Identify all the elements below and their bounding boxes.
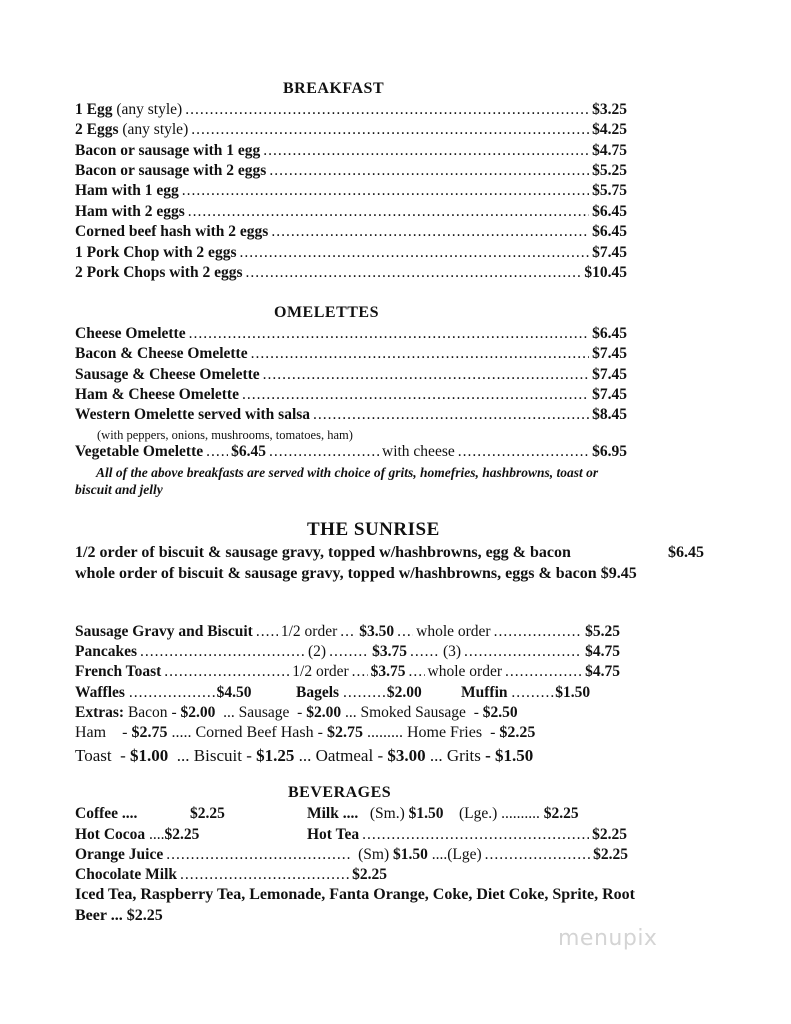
cocoa-price: $2.25 (164, 826, 200, 843)
item-price: $10.45 (584, 264, 627, 281)
with-cheese-label: with cheese (382, 443, 455, 460)
item-name: Sausage Gravy and Biscuit (75, 623, 253, 640)
smoked-price: $2.50 (482, 704, 518, 721)
oj-name: Orange Juice (75, 846, 164, 863)
ham-price: $2.75 (131, 724, 168, 741)
leader-dots (206, 443, 228, 461)
item-price: $7.45 (592, 345, 627, 362)
item-name: 1 Pork Chop with 2 eggs (75, 244, 237, 261)
whole-price: $4.75 (585, 663, 620, 680)
item-name: Ham with 2 eggs (75, 203, 185, 220)
leader-dots (166, 846, 351, 864)
waffles-price: $4.50 (216, 684, 252, 701)
leader-dots (329, 643, 369, 661)
leader-dots (410, 643, 440, 661)
sunrise-heading: THE SUNRISE (307, 519, 440, 540)
hot-tea-row (307, 826, 627, 846)
extras-row: Extras: Bacon - $2.00 ... Sausage - $2.00 ... Smoked Sausage - $2.50 (75, 704, 518, 721)
milk-lg-label: (Lge.) (459, 805, 498, 822)
item-price: $6.45 (231, 443, 266, 460)
half-label: 1/2 order (292, 663, 349, 680)
sausage-price: $2.00 (306, 704, 342, 721)
milk-row: Milk .... (Sm.) $1.50 (Lge.) .......... $2.25 (307, 805, 579, 822)
leader-dots: .................. (128, 684, 217, 701)
choc-milk-row (75, 866, 387, 886)
corned-price: $2.75 (326, 724, 363, 741)
bagels-row (296, 684, 422, 702)
leader-dots (362, 826, 589, 844)
leader-dots (189, 325, 590, 343)
coffee-row: Coffee .... (75, 805, 138, 822)
breakfast-note: All of the above breakfasts are served with choice of grits, homefries, hashbrowns, toast or (96, 465, 599, 480)
two-label: (2) (308, 643, 327, 660)
leader-dots (269, 162, 589, 180)
biscuit-price: $1.25 (256, 746, 295, 765)
leader-dots (246, 264, 582, 282)
choc-milk-price: $2.25 (352, 866, 387, 883)
menu-item (75, 406, 627, 426)
waffles-row (75, 684, 251, 702)
three-label: (3) (442, 643, 462, 660)
leader-dots (505, 663, 582, 681)
milk-name: Milk (307, 805, 339, 822)
item-name: Ham & Cheese Omelette (75, 386, 239, 403)
item-name: Bacon & Cheese Omelette (75, 345, 248, 362)
three-price: $4.75 (585, 643, 620, 660)
homefries-name: Home Fries (406, 724, 483, 741)
gravy-row (75, 623, 620, 643)
hot-tea-name: Hot Tea (307, 826, 360, 843)
item-name: 1 Egg (75, 101, 113, 118)
ham-name: Ham (75, 724, 107, 741)
breakfast-note-line2: biscuit and jelly (75, 482, 163, 497)
coffee-price: $2.25 (190, 805, 225, 822)
item-name: 2 Eggs (75, 121, 119, 138)
corned-name: Corned Beef Hash (195, 724, 314, 741)
leader-dots (458, 443, 589, 461)
western-detail: (with peppers, onions, mushrooms, tomatoes, ham) (97, 428, 353, 442)
leader-dots (263, 366, 589, 384)
ham-row: Ham - $2.75 ..... Corned Beef Hash - $2.75 ......... Home Fries - $2.25 (75, 724, 536, 741)
menu-item (75, 325, 627, 345)
menu-item-vegetable (75, 443, 627, 463)
pancakes-row (75, 643, 620, 663)
menu-item (75, 182, 627, 202)
menu-item (75, 386, 627, 406)
menu-item (75, 203, 627, 223)
half-label: 1/2 order (280, 623, 338, 640)
leader-dots (464, 643, 582, 661)
menu-item (75, 244, 627, 264)
item-price: $7.45 (592, 386, 627, 403)
extras-label: Extras: (75, 704, 125, 721)
sodas-line2: Beer ... $2.25 (75, 907, 163, 924)
item-name: Vegetable Omelette (75, 443, 204, 460)
leader-dots (409, 663, 425, 681)
item-price: $4.25 (592, 121, 627, 138)
choc-milk-name: Chocolate Milk (75, 866, 178, 883)
leader-dots (352, 663, 368, 681)
breakfast-heading: BREAKFAST (283, 80, 385, 97)
muffin-price: $1.50 (555, 684, 591, 701)
item-name: French Toast (75, 663, 162, 680)
coffee-name: Coffee (75, 805, 119, 822)
menu-item (75, 264, 627, 284)
sunrise-half (75, 544, 571, 562)
item-name: Sausage & Cheese Omelette (75, 366, 260, 383)
menu-item (75, 101, 627, 121)
menupix-watermark: menupix (558, 926, 658, 951)
menu-item (75, 345, 627, 365)
muffin-name: Muffin (461, 684, 508, 701)
menu-item (75, 142, 627, 162)
item-name: Western Omelette served with salsa (75, 406, 311, 423)
sodas-price: $2.25 (126, 907, 163, 924)
bacon-price: $2.00 (180, 704, 216, 721)
leader-dots (140, 643, 305, 661)
leader-dots: ......... (342, 684, 387, 701)
item-name: Cheese Omelette (75, 325, 186, 342)
leader-dots (180, 866, 349, 884)
leader-dots (251, 345, 590, 363)
oatmeal-price: $3.00 (387, 746, 426, 765)
oj-sm-price: $1.50 (393, 846, 428, 863)
leader-dots (164, 663, 289, 681)
item-name: Bacon or sausage with 2 eggs (75, 162, 267, 179)
bacon-name: Bacon (127, 704, 168, 721)
item-note: (any style) (116, 101, 183, 118)
toast-row: Toast - $1.00 ... Biscuit - $1.25 ... Oatmeal - $3.00 ... Grits - $1.50 (75, 746, 534, 765)
oj-lg-price: $2.25 (593, 846, 628, 863)
sausage-name: Sausage (238, 704, 290, 721)
biscuit-name: Biscuit (193, 746, 242, 765)
sunrise-whole (75, 565, 637, 583)
item-price: $8.45 (592, 406, 627, 423)
half-price: $3.75 (370, 663, 406, 680)
item-name: Corned beef hash with 2 eggs (75, 223, 269, 240)
menu-item (75, 162, 627, 182)
french-toast-row (75, 663, 620, 683)
leader-dots (182, 182, 589, 200)
leader-dots (256, 623, 278, 641)
leader-dots (340, 623, 356, 641)
sodas-line: Iced Tea, Raspberry Tea, Lemonade, Fanta Orange, Coke, Diet Coke, Sprite, Root (75, 886, 635, 903)
item-price: $4.75 (592, 142, 627, 159)
item-note: (any style) (122, 121, 189, 138)
item-price: $5.75 (592, 182, 627, 199)
toast-price: $1.00 (130, 746, 169, 765)
item-price: $7.45 (592, 366, 627, 383)
menu-item (75, 223, 627, 243)
item-name: Ham with 1 egg (75, 182, 179, 199)
waffles-name: Waffles (75, 684, 125, 701)
oj-lg-label: (Lge) (447, 846, 482, 863)
item-price: $6.45 (592, 203, 627, 220)
grits-price: $1.50 (495, 746, 534, 765)
sunrise-whole-text: whole order of biscuit & sausage gravy, topped w/hashbrowns, eggs & bacon (75, 565, 597, 582)
item-price: $5.25 (592, 162, 627, 179)
item-price: $6.45 (592, 223, 627, 240)
toast-name: Toast (75, 746, 112, 765)
leader-dots (397, 623, 413, 641)
milk-lg-price: $2.25 (543, 805, 579, 822)
two-price: $3.75 (372, 643, 407, 660)
oj-sm-label: (Sm) (358, 846, 390, 863)
grits-name: Grits (446, 746, 481, 765)
leader-dots (191, 121, 589, 139)
oatmeal-name: Oatmeal (315, 746, 374, 765)
item-name: Bacon or sausage with 1 egg (75, 142, 261, 159)
half-price: $3.50 (359, 623, 395, 640)
homefries-price: $2.25 (499, 724, 536, 741)
sunrise-whole-price: $9.45 (600, 565, 637, 582)
beverages-heading: BEVERAGES (288, 784, 392, 801)
item-price: $3.25 (592, 101, 627, 118)
bagels-price: $2.00 (386, 684, 422, 701)
leader-dots (263, 142, 589, 160)
leader-dots (313, 406, 589, 424)
cocoa-row: Hot Cocoa ....$2.25 (75, 826, 200, 843)
item-name: 2 Pork Chops with 2 eggs (75, 264, 243, 281)
smoked-name: Smoked Sausage (360, 704, 466, 721)
whole-label: whole order (427, 663, 503, 680)
sunrise-half-text: 1/2 order of biscuit & sausage gravy, topped w/hashbrowns, egg & bacon (75, 544, 571, 561)
sunrise-half-price: $6.45 (668, 544, 704, 561)
leader-dots (485, 846, 590, 864)
omelettes-heading: OMELETTES (274, 304, 379, 321)
oj-row: Orange Juice ..... (Sm) $1.50 .... (Lge) ..... $2.25 (75, 846, 628, 866)
milk-sm-label: (Sm.) (369, 805, 405, 822)
leader-dots (239, 244, 589, 262)
milk-sm-price: $1.50 (408, 805, 444, 822)
leader-dots (188, 203, 589, 221)
leader-dots (271, 223, 589, 241)
sodas-line2-text: Beer (75, 907, 107, 924)
muffin-row (461, 684, 590, 702)
leader-dots: ......... (511, 684, 556, 701)
bagels-name: Bagels (296, 684, 340, 701)
item-price: $6.45 (592, 325, 627, 342)
hot-tea-price: $2.25 (592, 826, 627, 843)
leader-dots (269, 443, 379, 461)
menu-item (75, 121, 627, 141)
item-name: Pancakes (75, 643, 137, 660)
whole-price: $5.25 (585, 623, 620, 640)
leader-dots (185, 101, 589, 119)
leader-dots (242, 386, 589, 404)
cheese-price: $6.95 (592, 443, 627, 460)
item-price: $7.45 (592, 244, 627, 261)
cocoa-name: Hot Cocoa (75, 826, 146, 843)
menu-item (75, 366, 627, 386)
leader-dots (494, 623, 583, 641)
whole-label: whole order (416, 623, 491, 640)
